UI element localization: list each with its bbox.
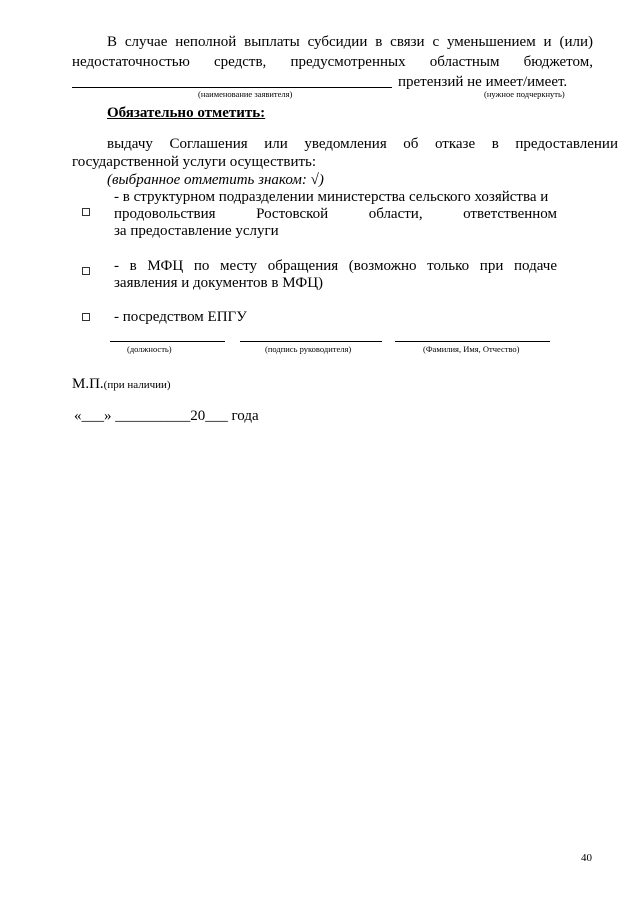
claims-text: претензий не имеет/имеет. xyxy=(398,74,568,90)
option-ministry-line-2: продовольствия Ростовской области, ответственном xyxy=(114,206,557,222)
full-name-line[interactable] xyxy=(395,341,550,342)
stamp-label: М.П. xyxy=(72,376,104,392)
delivery-line-1: выдачу Соглашения или уведомления об отказе в предоставлении xyxy=(107,136,618,152)
stamp-block xyxy=(72,375,171,394)
page-number: 40 xyxy=(581,852,592,864)
signature-line[interactable] xyxy=(240,341,382,342)
section-heading: Обязательно отметить: xyxy=(107,105,266,121)
paragraph-line-2: недостаточностью средств, предусмотренных областным бюджетом, xyxy=(72,54,593,70)
stamp-note: (при наличии) xyxy=(103,379,171,391)
full-name-caption: (Фамилия, Имя, Отчество) xyxy=(423,344,520,354)
option-ministry-line-1: - в структурном подразделении министерства сельского хозяйства и xyxy=(114,189,549,205)
paragraph-line-1: В случае неполной выплаты субсидии в связи с уменьшением и (или) xyxy=(107,34,593,50)
option-mfc-line-1: - в МФЦ по месту обращения (возможно только при подаче xyxy=(114,258,557,274)
applicant-caption: (наименование заявителя) xyxy=(198,89,293,99)
underline-caption: (нужное подчеркнуть) xyxy=(484,89,565,99)
option-ministry-checkbox[interactable] xyxy=(82,208,90,216)
delivery-line-2: государственной услуги осуществить: xyxy=(72,154,317,170)
signature-caption: (подпись руководителя) xyxy=(265,344,352,354)
position-caption: (должность) xyxy=(127,344,172,354)
delivery-hint: (выбранное отметить знаком: √) xyxy=(107,172,324,188)
position-line[interactable] xyxy=(110,341,225,342)
date-line[interactable]: «___» __________20___ года xyxy=(74,408,259,424)
option-epgu-line: - посредством ЕПГУ xyxy=(114,309,247,325)
option-mfc-checkbox[interactable] xyxy=(82,267,90,275)
option-ministry-line-3: за предоставление услуги xyxy=(114,223,279,239)
option-mfc-line-2: заявления и документов в МФЦ) xyxy=(114,275,324,291)
option-epgu-checkbox[interactable] xyxy=(82,313,90,321)
applicant-name-line[interactable] xyxy=(72,87,392,88)
